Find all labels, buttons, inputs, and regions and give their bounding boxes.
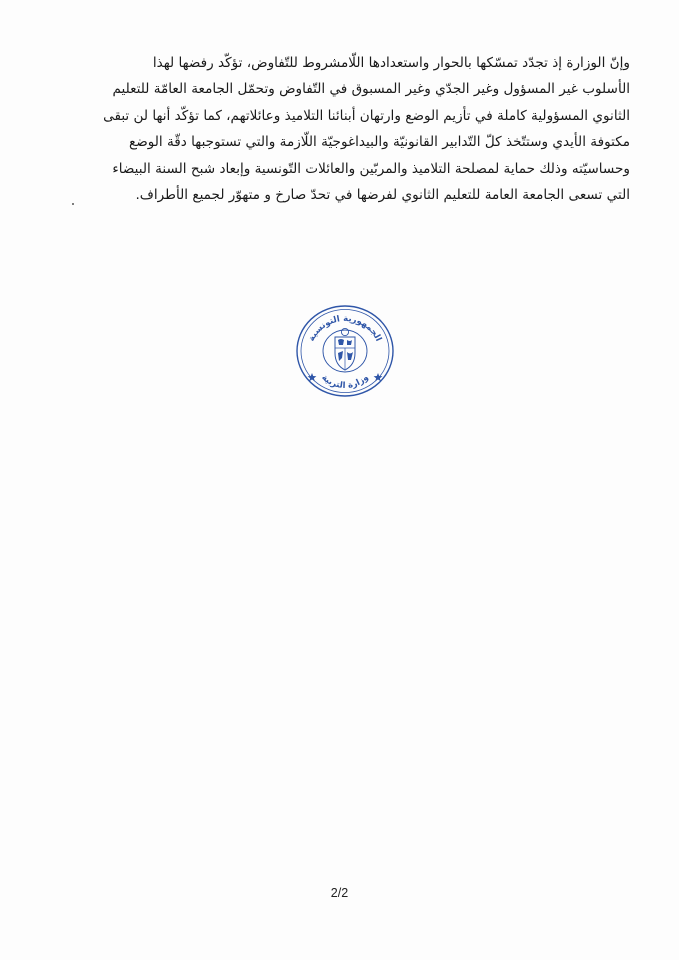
paragraph-line-6: التي تسعى الجامعة العامة للتعليم الثانوي لفرضها في تحدّ صارخ و متهوّر لجميع الأطراف.: [135, 187, 630, 204]
paragraph-line-4: مكتوفة الأيدي وستتّخذ كلّ التّدابير القانونيّة والبيداغوجيّة اللّازمة والتي تستوجبها دقّة الوضع: [128, 134, 630, 151]
paragraph-line-2: الأسلوب غير المسؤول وغير الجدّي وغير المسبوق في التّفاوض وتحمّل الجامعة العامّة للتعليم: [112, 81, 630, 98]
seal-upper-text: الجمهورية التونسية: [306, 313, 384, 344]
scan-speck: [72, 203, 74, 205]
ministry-seal-stamp: [294, 303, 396, 399]
paragraph-line-5: وحساسيّته وذلك حماية لمصلحة التلاميذ والمربّين والعائلات التّونسية وإبعاد شبح السنة البيضاء: [112, 160, 630, 177]
coat-of-arms-icon: [335, 328, 355, 370]
page-number: 2/2: [330, 886, 349, 900]
paragraph-line-3: الثانوي المسؤولية كاملة في تأزيم الوضع وارتهان أبنائنا التلاميذ وعائلاتهم، كما تؤكّد أنها لن تبقى: [103, 107, 630, 124]
paragraph-line-1: وإنّ الوزارة إذ تجدّد تمسّكها بالحوار واستعدادها اللّامشروط للتّفاوض، تؤكّد رفضها لهذا: [152, 55, 630, 71]
body-paragraph: [52, 50, 630, 208]
seal-lower-text: وزارة التربية: [319, 372, 371, 392]
svg-text:وزارة التربية: [319, 373, 370, 391]
